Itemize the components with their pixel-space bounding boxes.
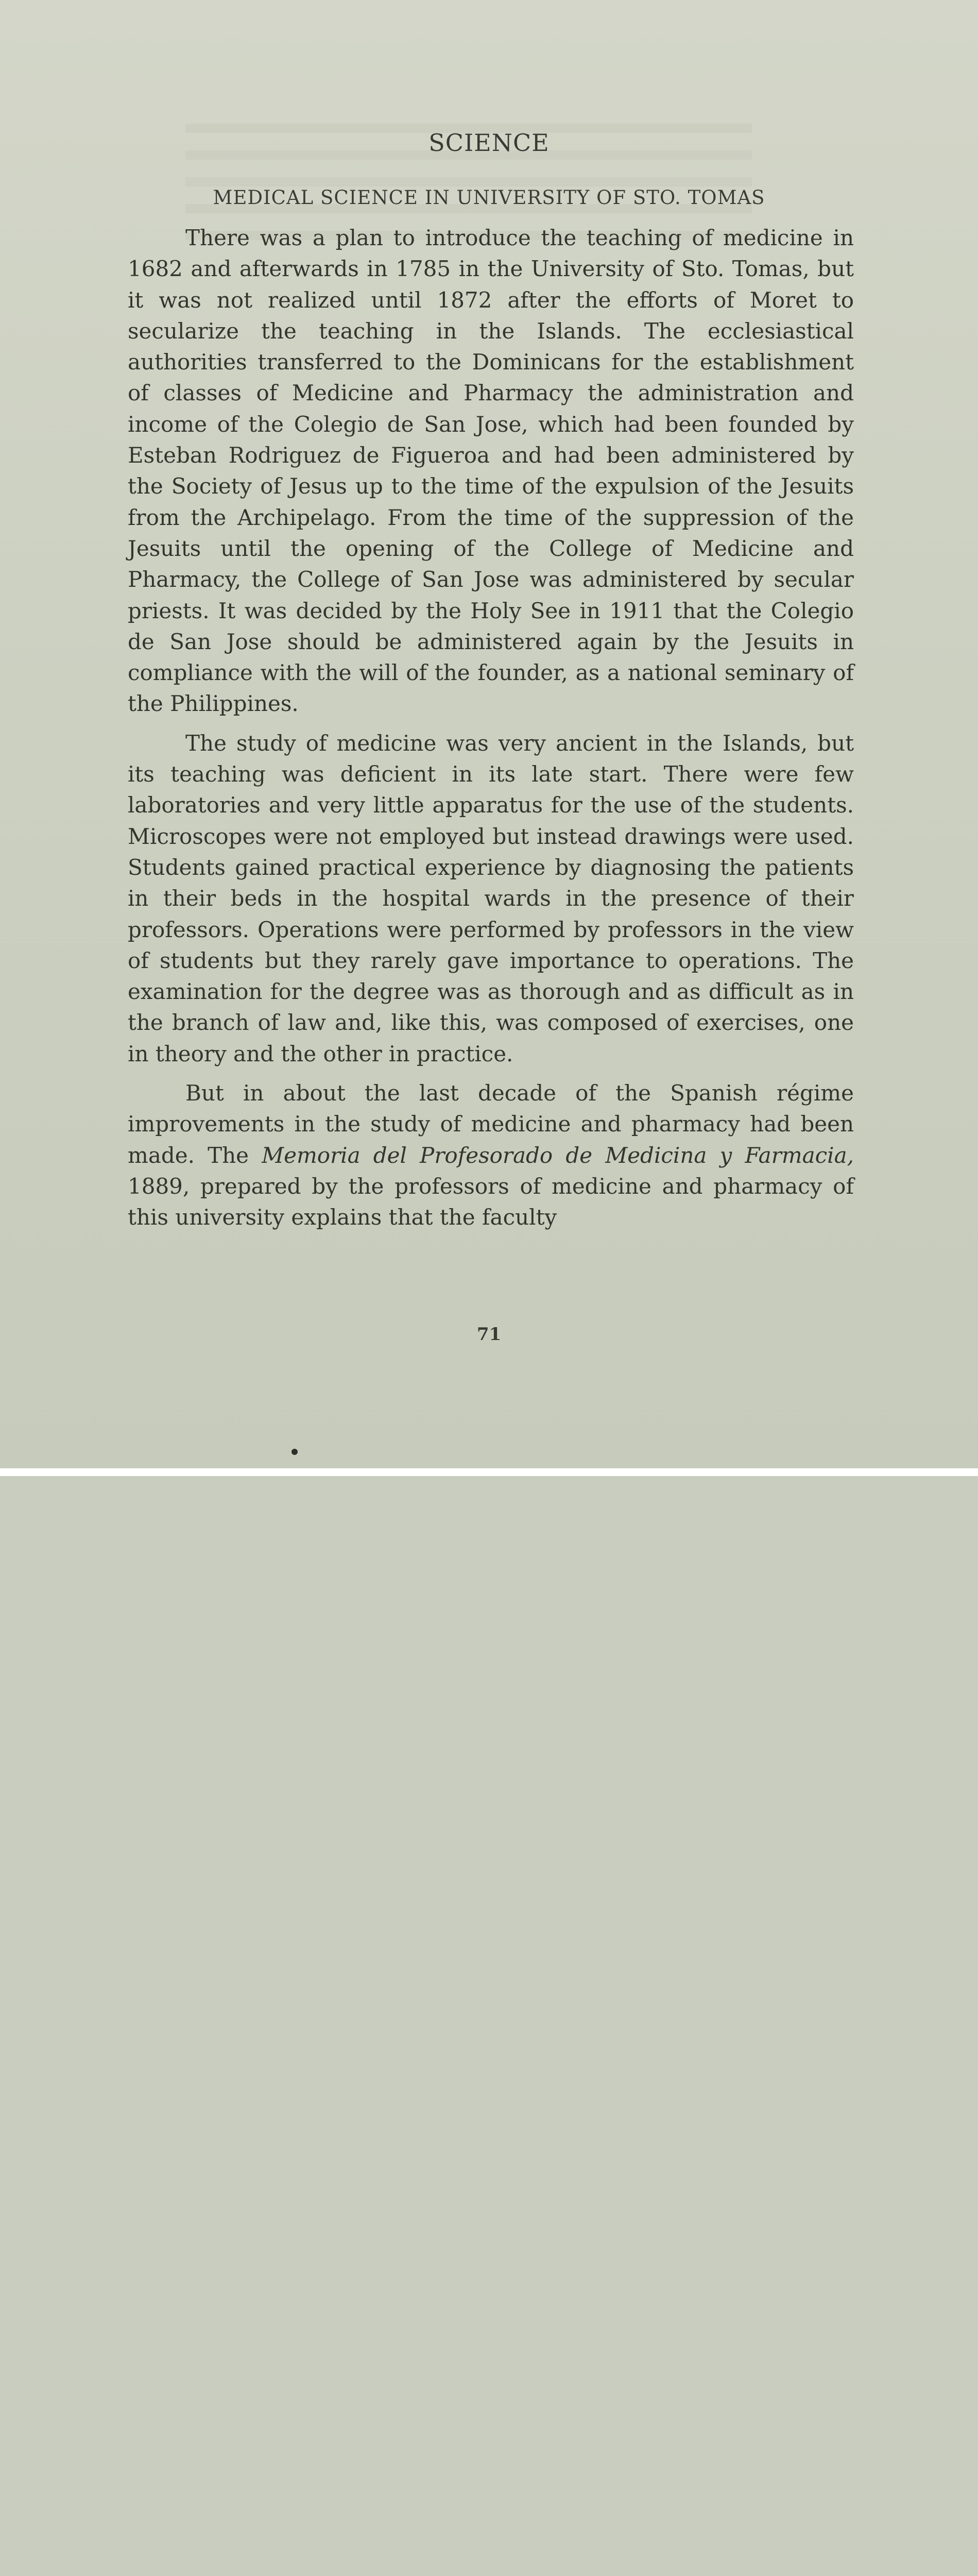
page-number: 71 xyxy=(476,1324,502,1345)
paragraph-3-lead: But in about the last decade of the Spanish régime improvements in the study of medicine and pharmacy had been made. The xyxy=(128,1080,854,1168)
body-text xyxy=(128,223,854,1242)
paragraph-2: The study of medicine was very ancient in the Islands, but its teaching was deficient in its late start. There were few laboratories and very little apparatus for the use of the students. Microscopes were not employed but instead drawings were used. Students gained practical experience by diagnosing the patients in their beds in the hospital wards in the presence of their professors. Operations were performed by professors in the view of students but they rarely gave importance to operations. The examination for the degree was as thorough and as difficult as in the branch of law and, like this, was composed of exercises, one in theory and the other in practice. xyxy=(128,730,854,1066)
paragraph-3 xyxy=(128,1078,854,1233)
italic-title: Memoria del Profesorado de Medicina y Farmacia, xyxy=(262,1142,854,1168)
footer-strip xyxy=(0,1468,978,1476)
ink-spot xyxy=(291,1449,298,1455)
paragraph-1: There was a plan to introduce the teaching of medicine in 1682 and afterwards in 1785 in the University of Sto. Tomas, but it was not realized until 1872 after the efforts of Moret to secularize the teaching in the Islands. The ecclesiastical authorities transferred to the Dominicans for the establishment of classes of Medicine and Pharmacy the administration and income of the Colegio de San Jose, which had been founded by Esteban Rodriguez de Figueroa and had been administered by the Society of Jesus up to the time of the expulsion of the Jesuits from the Archipelago. From the time of the suppression of the Jesuits until the opening of the College of Medicine and Pharmacy, the College of San Jose was administered by secular priests. It was decided by the Holy See in 1911 that the Colegio de San Jose should be administered again by the Jesuits in compliance with the will of the founder, as a national seminary of the Philippines. xyxy=(128,225,854,717)
paragraph-3-tail: 1889, prepared by the professors of medicine and pharmacy of this university explains that the faculty xyxy=(128,1173,854,1230)
section-heading: MEDICAL SCIENCE IN UNIVERSITY OF STO. TOMAS xyxy=(213,187,765,209)
running-head: SCIENCE xyxy=(428,129,550,157)
